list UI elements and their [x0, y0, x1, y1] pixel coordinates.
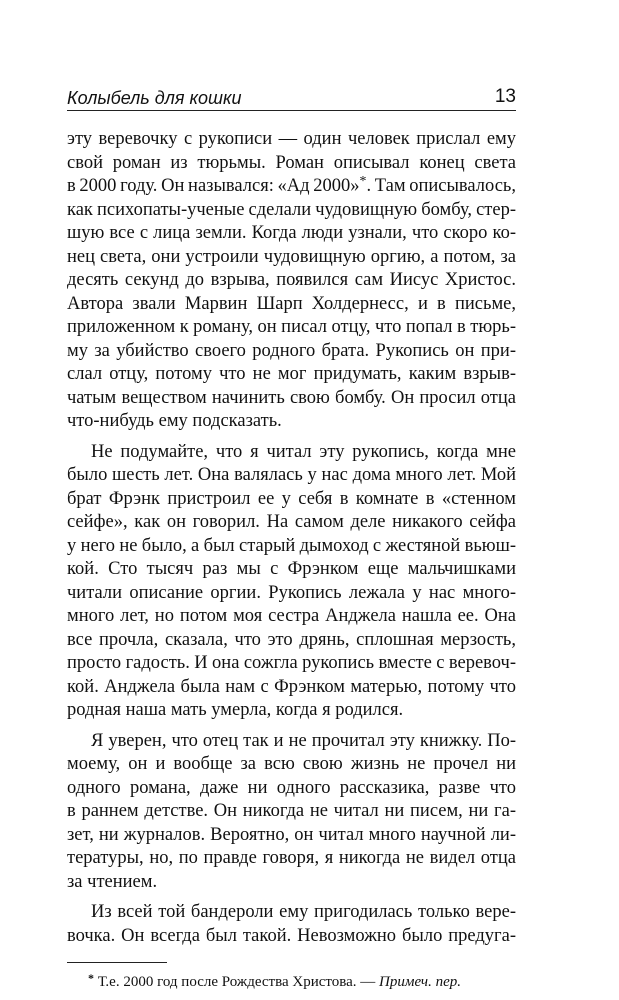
text-line: нец света, они устроили чудовищную оргию, а потом, за [67, 246, 516, 267]
text-line: читали описание оргии. Рукопись лежала у нас много- [67, 582, 516, 603]
text-line: Я уверен, что отец так и не прочитал эту книжку. По- [91, 730, 516, 751]
text-line: му за убийство своего родного брата. Рукопись он при- [67, 340, 516, 361]
text-line: одного романа, даже ни одного рассказика, разве что [67, 777, 516, 798]
text-line: брат Фрэнк пристроил ее у себя в комнате в «стенном [67, 488, 516, 509]
text-line: родная наша мать умерла, когда я родился. [67, 700, 404, 720]
footnote-attribution: Примеч. пер. [379, 974, 461, 990]
text-line: много лет, но потом моя сестра Анджела нашла ее. Она [67, 606, 516, 626]
text-line: Автора звали Марвин Шарп Холдернесс, и в письме, [67, 293, 516, 314]
footnote-ref: * [359, 174, 367, 190]
text-line: зет, ни журналов. Вероятно, он читал много научной ли- [67, 824, 516, 845]
footnote [88, 972, 461, 992]
page-number: 13 [494, 86, 516, 107]
text-line: кой. Сто тысяч раз мы с Фрэнком еще мальчишками [67, 559, 516, 579]
text-line [67, 175, 516, 199]
text-line: сейфе», как он говорил. На самом деле никакого сейфа [67, 512, 516, 532]
text-line: слал отцу, потому что не мог придумать, каким взрыв- [67, 364, 516, 384]
text-line: кой. Анджела была нам с Фрэнком матерью, потому что [67, 676, 516, 697]
footnote-rule [67, 962, 167, 963]
text-line: что-нибудь ему подсказать. [67, 411, 282, 431]
body-text [67, 128, 516, 948]
text-line: Из всей той бандероли ему пригодилась только вере- [91, 902, 516, 922]
footnote-text: Т.е. 2000 год после Рождества Христова. — [97, 974, 376, 990]
paragraph [67, 901, 516, 948]
text-line: у него не было, а был старый дымоход с жестяной вьюш- [67, 535, 517, 556]
text-line: моему, он и вообще за всю свою жизнь не прочел ни [67, 754, 516, 774]
text-line: было шесть лет. Она валялась у нас дома много лет. Мой [67, 465, 516, 485]
text-line: тературы, но, по правде говоря, я никогда не видел отца [67, 848, 516, 868]
text-line: свой роман из тюрьмы. Роман описывал конец света [67, 152, 516, 173]
paragraph [67, 128, 516, 434]
text-segment: . Там описывалось, [366, 176, 516, 196]
text-line: эту веревочку с рукописи — один человек прислал ему [67, 129, 516, 149]
header-rule [67, 110, 516, 111]
text-line: Не подумайте, что я читал эту рукопись, когда мне [91, 441, 516, 462]
text-line: за чтением. [67, 871, 158, 892]
text-segment: в 2000 году. Он назывался: «Ад 2000» [67, 176, 360, 196]
text-line: все прочла, сказала, что это дрянь, сплошная мерзость, [67, 629, 516, 650]
paragraph [67, 441, 516, 723]
text-line: вочка. Он всегда был такой. Невозможно было предуга- [67, 925, 516, 946]
running-title: Колыбель для кошки [67, 88, 242, 108]
paragraph [67, 730, 516, 895]
footnote-marker: * [88, 971, 94, 985]
text-line: просто гадость. И она сожгла рукопись вместе с веревоч- [67, 653, 516, 673]
text-line: в раннем детстве. Он никогда не читал ни писем, ни га- [67, 801, 516, 821]
text-line: десять секунд до взрыва, появился сам Иисус Христос. [67, 270, 516, 290]
text-line: чатым веществом начинить свою бомбу. Он просил отца [67, 387, 516, 408]
text-line: как психопаты-ученые сделали чудовищную бомбу, стер- [67, 199, 516, 220]
text-line: приложенном к роману, он писал отцу, что попал в тюрь- [67, 317, 516, 337]
text-line: шую все с лица земли. Когда люди узнали, что скоро ко- [67, 223, 516, 243]
